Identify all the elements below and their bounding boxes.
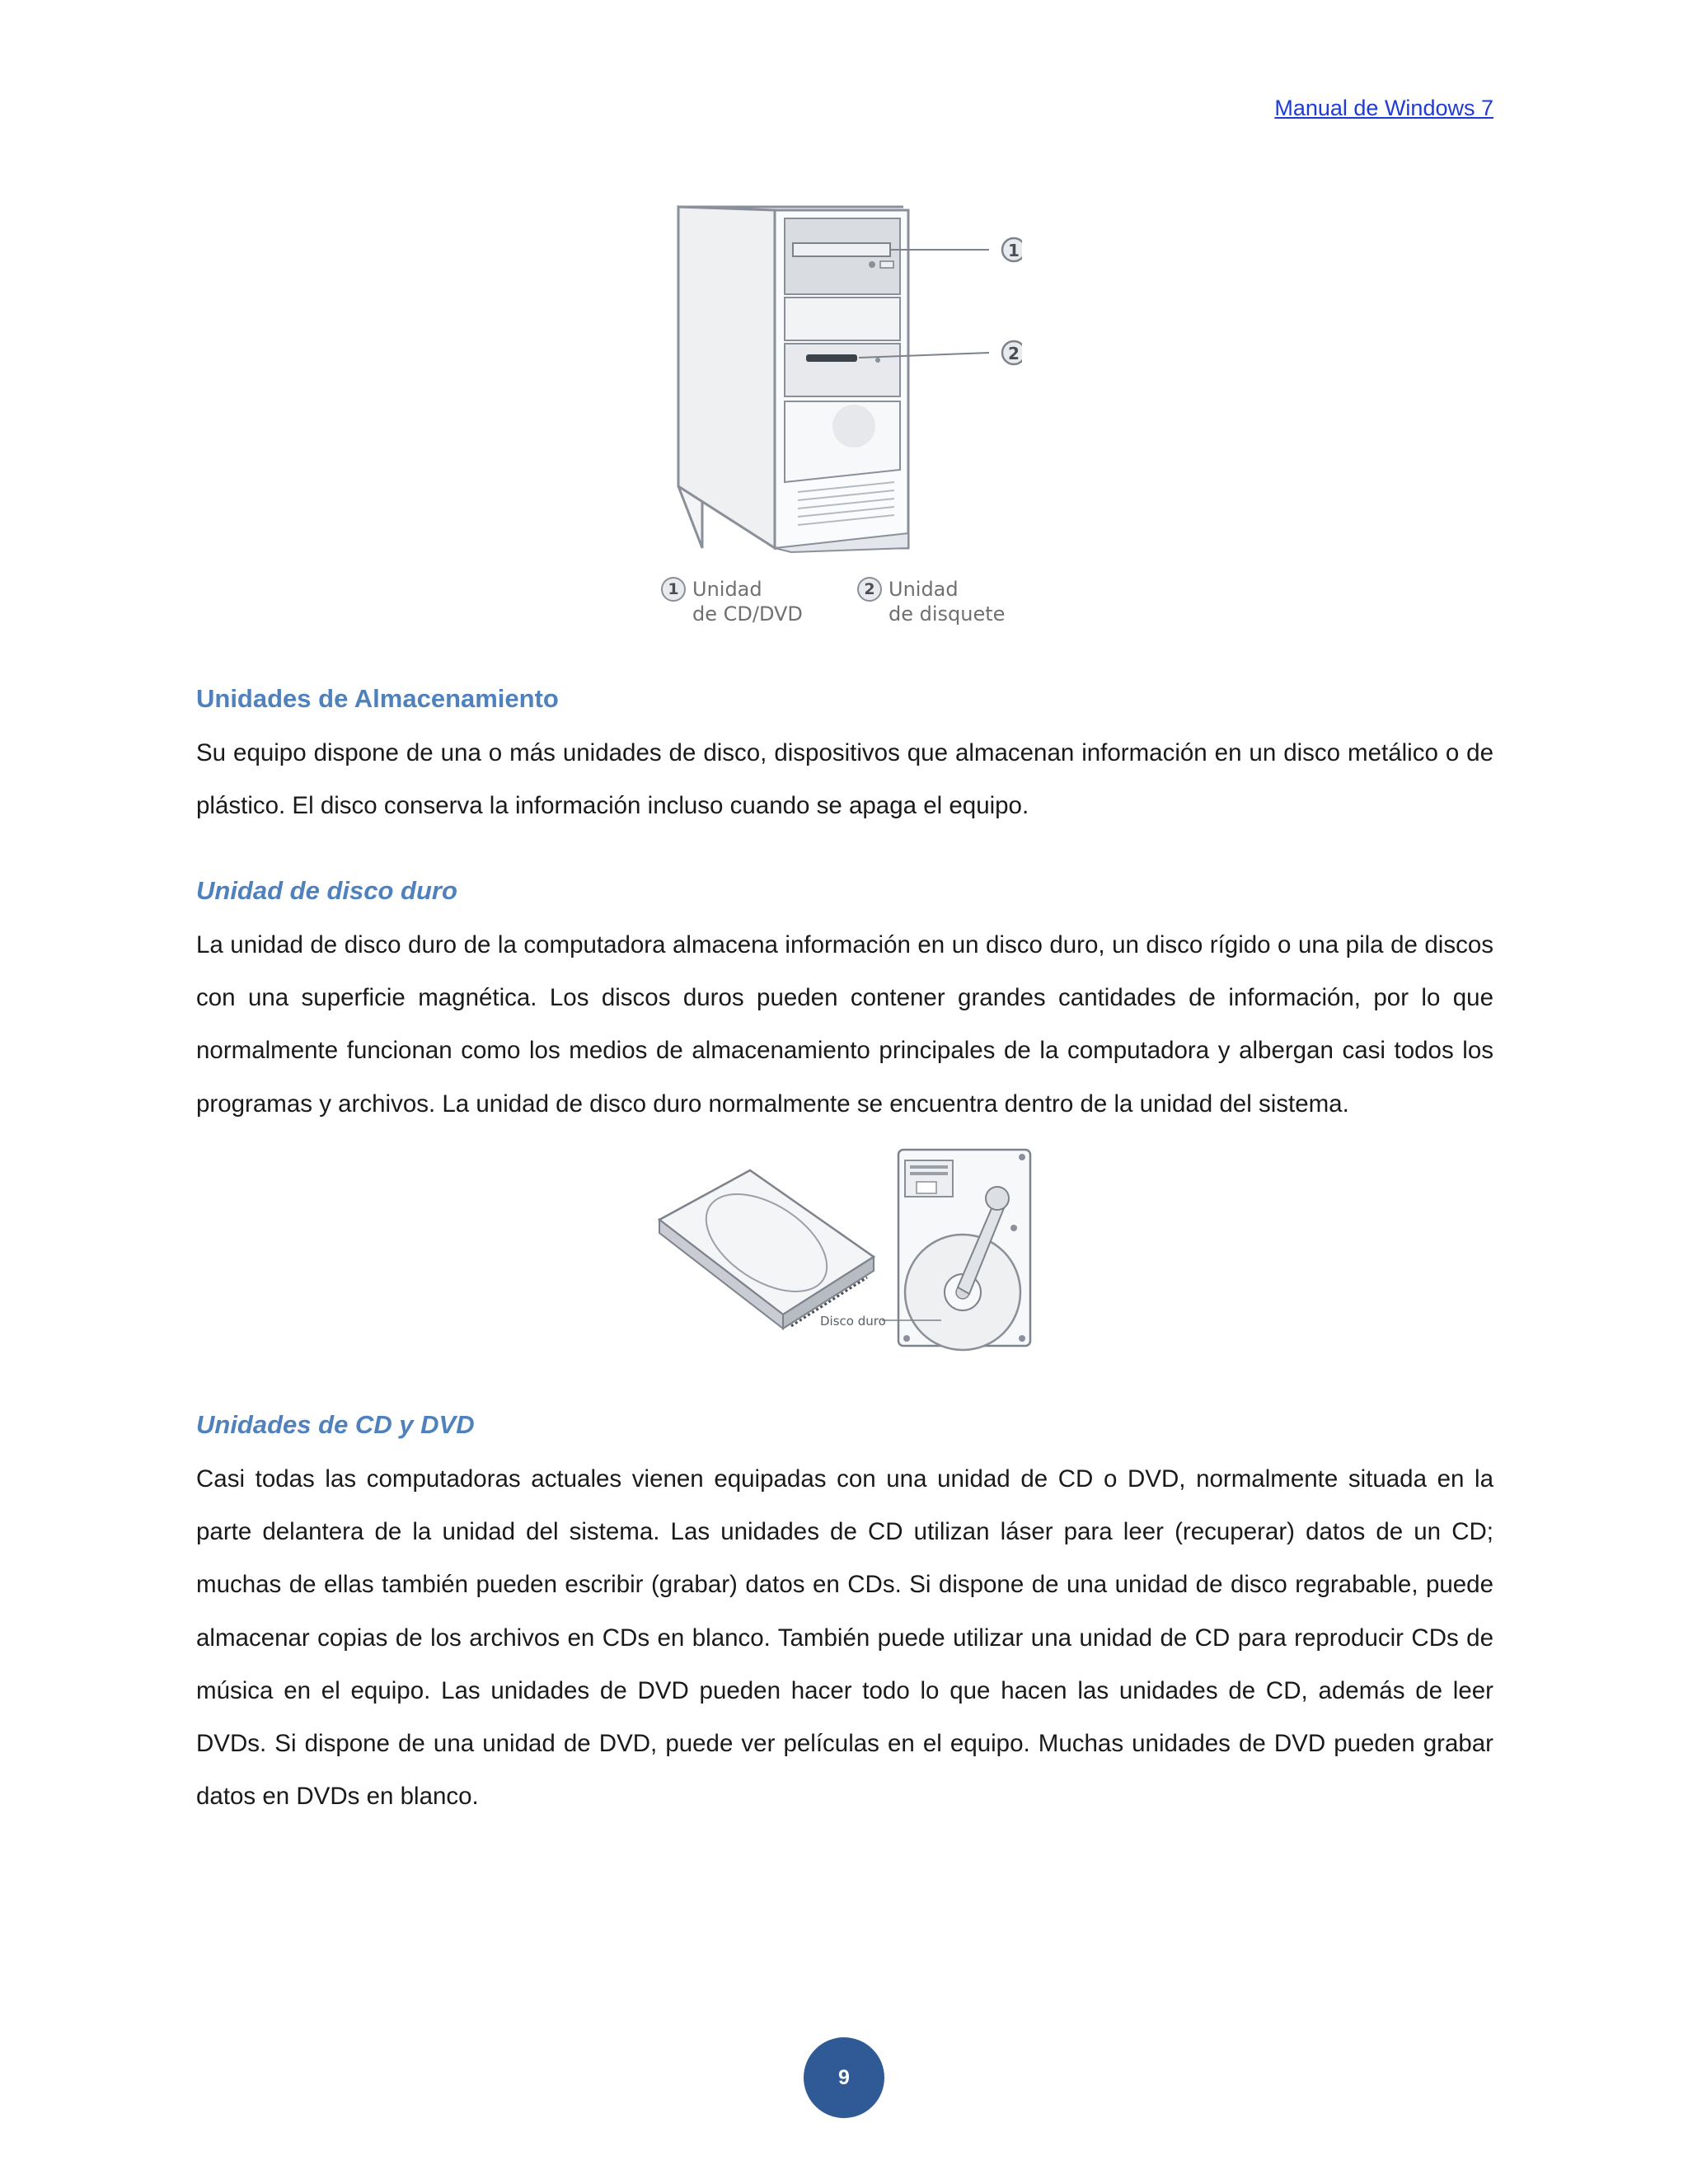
caption-1-line1: Unidad	[692, 578, 762, 601]
caption-1-line2: de CD/DVD	[692, 602, 803, 626]
caption-disquete	[857, 577, 1005, 626]
hdd-label: Disco duro	[820, 1314, 886, 1329]
paragraph-hdd: La unidad de disco duro de la computadora almacena información en un disco duro, un disco rígido o una pila de discos con una superficie magnética. Los discos duros pueden contener grandes cantidades de información, por lo que normalmente funcionan como los medios de almacenamiento principales de la computadora y albergan casi todos los programas y archivos. La unidad de disco duro normalmente se encuentra dentro de la unidad del sistema.	[196, 931, 1493, 1118]
paragraph-cd-dvd: Casi todas las computadoras actuales vienen equipadas con una unidad de CD o DVD, normalmente situada en la parte delantera de la unidad del sistema. Las unidades de CD utilizan láser para leer (recuperar) datos de un CD; muchas de ellas también pueden escribir (grabar) datos en CDs. Si dispone de una unidad de disco regrabable, puede almacenar copias de los archivos en CDs en blanco. También puede utilizar una unidad de CD para reproducir CDs de música en el equipo. Las unidades de DVD pueden hacer todo lo que hacen las unidades de CD, además de leer DVDs. Si dispone de una unidad de DVD, puede ver películas en el equipo. Muchas unidades de DVD pueden grabar datos en DVDs en blanco.	[196, 1465, 1493, 1811]
callout-2-number: 2	[1008, 344, 1020, 363]
heading-hdd: Unidad de disco duro	[196, 876, 457, 905]
callout-1-number: 1	[1008, 241, 1020, 260]
caption-2-line1: Unidad	[889, 578, 959, 601]
paragraph-storage: Su equipo dispone de una o más unidades de disco, dispositivos que almacenan información en un disco metálico o de plástico. El disco conserva la información incluso cuando se apaga el equipo.	[196, 739, 1493, 820]
heading-storage: Unidades de Almacenamiento	[196, 684, 559, 713]
caption-1-badge: 1	[661, 577, 686, 602]
callout-1-marker	[1002, 238, 1022, 261]
page-number-badge: 9	[804, 2037, 884, 2118]
hard-disk-illustration	[651, 1146, 1047, 1360]
callout-2-marker	[1002, 341, 1022, 364]
heading-cd-dvd: Unidades de CD y DVD	[196, 1410, 475, 1439]
caption-2-line2: de disquete	[889, 602, 1006, 626]
caption-cd-dvd	[661, 577, 803, 626]
header-manual-link[interactable]: Manual de Windows 7	[1274, 96, 1493, 120]
caption-2-badge: 2	[857, 577, 882, 602]
hard-disk-figure	[651, 1146, 1047, 1360]
